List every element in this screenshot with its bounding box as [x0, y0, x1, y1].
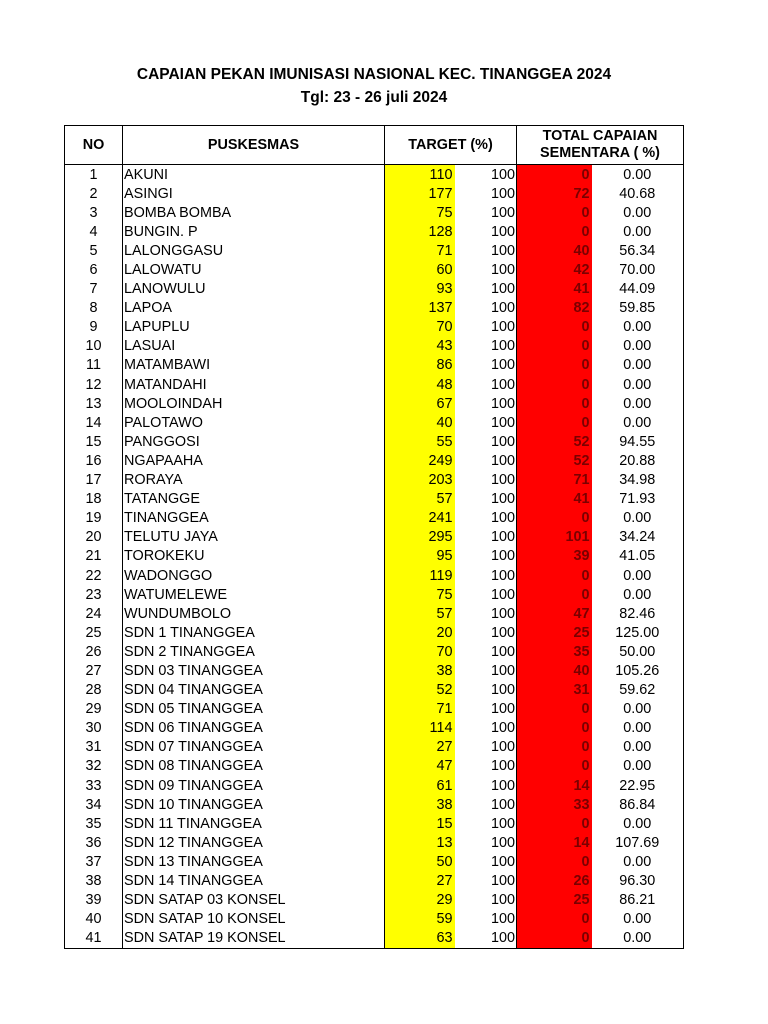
row-number: 32 — [65, 757, 123, 776]
document-title: CAPAIAN PEKAN IMUNISASI NASIONAL KEC. TINANGGEA 2024 — [136, 66, 612, 83]
document-date: Tgl: 23 - 26 juli 2024 — [300, 89, 448, 106]
row-number: 33 — [65, 776, 123, 795]
target-percent: 100 — [455, 566, 517, 585]
target-value: 71 — [385, 700, 455, 719]
capaian-value: 82 — [517, 299, 592, 318]
capaian-percent: 107.69 — [592, 833, 684, 852]
table-row — [65, 432, 684, 451]
table-body — [65, 165, 684, 949]
table-row — [65, 299, 684, 318]
row-number: 15 — [65, 432, 123, 451]
capaian-value: 14 — [517, 776, 592, 795]
row-number: 2 — [65, 184, 123, 203]
capaian-value: 52 — [517, 432, 592, 451]
puskesmas-name: MATAMBAWI — [123, 356, 385, 375]
target-value: 29 — [385, 891, 455, 910]
table-row — [65, 184, 684, 203]
row-number: 4 — [65, 222, 123, 241]
capaian-percent: 0.00 — [592, 910, 684, 929]
row-number: 38 — [65, 871, 123, 890]
capaian-percent: 59.62 — [592, 681, 684, 700]
puskesmas-name: WADONGGO — [123, 566, 385, 585]
table-row — [65, 833, 684, 852]
capaian-percent: 0.00 — [592, 814, 684, 833]
target-percent: 100 — [455, 241, 517, 260]
puskesmas-name: ASINGI — [123, 184, 385, 203]
target-percent: 100 — [455, 642, 517, 661]
puskesmas-name: SDN 09 TINANGGEA — [123, 776, 385, 795]
row-number: 11 — [65, 356, 123, 375]
target-percent: 100 — [455, 528, 517, 547]
row-number: 1 — [65, 165, 123, 185]
header-capaian — [517, 126, 684, 165]
capaian-value: 72 — [517, 184, 592, 203]
target-value: 27 — [385, 738, 455, 757]
capaian-percent: 86.84 — [592, 795, 684, 814]
row-number: 25 — [65, 623, 123, 642]
target-percent: 100 — [455, 490, 517, 509]
table-row — [65, 852, 684, 871]
puskesmas-name: SDN SATAP 10 KONSEL — [123, 910, 385, 929]
table-row — [65, 451, 684, 470]
table-row — [65, 795, 684, 814]
table-row — [65, 337, 684, 356]
puskesmas-name: LALOWATU — [123, 260, 385, 279]
capaian-percent: 0.00 — [592, 566, 684, 585]
row-number: 41 — [65, 929, 123, 949]
capaian-percent: 0.00 — [592, 738, 684, 757]
capaian-percent: 0.00 — [592, 375, 684, 394]
target-value: 38 — [385, 661, 455, 680]
row-number: 37 — [65, 852, 123, 871]
puskesmas-name: SDN 08 TINANGGEA — [123, 757, 385, 776]
target-value: 57 — [385, 604, 455, 623]
puskesmas-name: SDN SATAP 19 KONSEL — [123, 929, 385, 949]
capaian-percent: 34.24 — [592, 528, 684, 547]
target-value: 50 — [385, 852, 455, 871]
capaian-value: 0 — [517, 700, 592, 719]
capaian-value: 0 — [517, 929, 592, 949]
capaian-value: 39 — [517, 547, 592, 566]
capaian-percent: 50.00 — [592, 642, 684, 661]
target-value: 241 — [385, 509, 455, 528]
capaian-value: 41 — [517, 490, 592, 509]
capaian-value: 0 — [517, 757, 592, 776]
target-percent: 100 — [455, 604, 517, 623]
puskesmas-name: BUNGIN. P — [123, 222, 385, 241]
table-row — [65, 528, 684, 547]
target-percent: 100 — [455, 681, 517, 700]
target-percent: 100 — [455, 394, 517, 413]
row-number: 23 — [65, 585, 123, 604]
table-row — [65, 604, 684, 623]
target-percent: 100 — [455, 356, 517, 375]
target-value: 59 — [385, 910, 455, 929]
capaian-value: 0 — [517, 165, 592, 185]
row-number: 30 — [65, 719, 123, 738]
puskesmas-name: SDN 06 TINANGGEA — [123, 719, 385, 738]
target-value: 13 — [385, 833, 455, 852]
puskesmas-name: TOROKEKU — [123, 547, 385, 566]
table-row — [65, 776, 684, 795]
puskesmas-name: SDN 05 TINANGGEA — [123, 700, 385, 719]
capaian-value: 0 — [517, 356, 592, 375]
capaian-value: 101 — [517, 528, 592, 547]
row-number: 22 — [65, 566, 123, 585]
table-row — [65, 700, 684, 719]
table-row — [65, 891, 684, 910]
puskesmas-name: SDN 1 TINANGGEA — [123, 623, 385, 642]
target-percent: 100 — [455, 337, 517, 356]
row-number: 36 — [65, 833, 123, 852]
table-row — [65, 719, 684, 738]
target-percent: 100 — [455, 203, 517, 222]
row-number: 27 — [65, 661, 123, 680]
capaian-percent: 71.93 — [592, 490, 684, 509]
row-number: 9 — [65, 318, 123, 337]
target-percent: 100 — [455, 222, 517, 241]
table-row — [65, 929, 684, 949]
table-row — [65, 509, 684, 528]
table-row — [65, 814, 684, 833]
capaian-percent: 0.00 — [592, 394, 684, 413]
capaian-value: 33 — [517, 795, 592, 814]
table-row — [65, 871, 684, 890]
target-value: 70 — [385, 642, 455, 661]
capaian-value: 0 — [517, 318, 592, 337]
table-row — [65, 260, 684, 279]
puskesmas-name: TATANGGE — [123, 490, 385, 509]
row-number: 35 — [65, 814, 123, 833]
puskesmas-name: LAPOA — [123, 299, 385, 318]
table-row — [65, 661, 684, 680]
target-value: 295 — [385, 528, 455, 547]
table-row — [65, 222, 684, 241]
capaian-percent: 20.88 — [592, 451, 684, 470]
capaian-percent: 44.09 — [592, 280, 684, 299]
target-percent: 100 — [455, 299, 517, 318]
target-percent: 100 — [455, 509, 517, 528]
capaian-percent: 0.00 — [592, 585, 684, 604]
row-number: 19 — [65, 509, 123, 528]
target-percent: 100 — [455, 451, 517, 470]
target-value: 52 — [385, 681, 455, 700]
target-value: 177 — [385, 184, 455, 203]
table-row — [65, 471, 684, 490]
puskesmas-name: BOMBA BOMBA — [123, 203, 385, 222]
row-number: 31 — [65, 738, 123, 757]
table-row — [65, 490, 684, 509]
capaian-percent: 56.34 — [592, 241, 684, 260]
target-value: 60 — [385, 260, 455, 279]
capaian-value: 71 — [517, 471, 592, 490]
capaian-percent: 86.21 — [592, 891, 684, 910]
row-number: 26 — [65, 642, 123, 661]
target-percent: 100 — [455, 471, 517, 490]
capaian-percent: 0.00 — [592, 222, 684, 241]
target-percent: 100 — [455, 871, 517, 890]
puskesmas-name: SDN 2 TINANGGEA — [123, 642, 385, 661]
table-row — [65, 356, 684, 375]
capaian-value: 0 — [517, 337, 592, 356]
puskesmas-name: NGAPAAHA — [123, 451, 385, 470]
capaian-percent: 34.98 — [592, 471, 684, 490]
capaian-value: 25 — [517, 623, 592, 642]
row-number: 5 — [65, 241, 123, 260]
target-value: 75 — [385, 585, 455, 604]
row-number: 16 — [65, 451, 123, 470]
puskesmas-name: SDN 11 TINANGGEA — [123, 814, 385, 833]
target-value: 43 — [385, 337, 455, 356]
target-value: 20 — [385, 623, 455, 642]
target-percent: 100 — [455, 910, 517, 929]
target-value: 57 — [385, 490, 455, 509]
capaian-value: 26 — [517, 871, 592, 890]
puskesmas-name: SDN 14 TINANGGEA — [123, 871, 385, 890]
row-number: 24 — [65, 604, 123, 623]
capaian-value: 41 — [517, 280, 592, 299]
capaian-percent: 125.00 — [592, 623, 684, 642]
target-value: 15 — [385, 814, 455, 833]
capaian-value: 42 — [517, 260, 592, 279]
table-row — [65, 547, 684, 566]
row-number: 8 — [65, 299, 123, 318]
puskesmas-name: LANOWULU — [123, 280, 385, 299]
row-number: 40 — [65, 910, 123, 929]
target-percent: 100 — [455, 413, 517, 432]
target-value: 38 — [385, 795, 455, 814]
puskesmas-name: LALONGGASU — [123, 241, 385, 260]
table-row — [65, 623, 684, 642]
puskesmas-name: RORAYA — [123, 471, 385, 490]
target-value: 128 — [385, 222, 455, 241]
capaian-value: 35 — [517, 642, 592, 661]
capaian-percent: 70.00 — [592, 260, 684, 279]
capaian-value: 40 — [517, 241, 592, 260]
target-percent: 100 — [455, 700, 517, 719]
target-value: 249 — [385, 451, 455, 470]
target-percent: 100 — [455, 585, 517, 604]
target-percent: 100 — [455, 833, 517, 852]
target-percent: 100 — [455, 757, 517, 776]
capaian-value: 31 — [517, 681, 592, 700]
capaian-value: 47 — [517, 604, 592, 623]
target-percent: 100 — [455, 795, 517, 814]
target-value: 40 — [385, 413, 455, 432]
capaian-value: 0 — [517, 222, 592, 241]
header-target: TARGET (%) — [385, 126, 517, 165]
target-value: 75 — [385, 203, 455, 222]
row-number: 28 — [65, 681, 123, 700]
table-row — [65, 394, 684, 413]
puskesmas-name: SDN 04 TINANGGEA — [123, 681, 385, 700]
capaian-value: 0 — [517, 585, 592, 604]
puskesmas-name: SDN 03 TINANGGEA — [123, 661, 385, 680]
target-percent: 100 — [455, 432, 517, 451]
target-value: 93 — [385, 280, 455, 299]
table-row — [65, 165, 684, 185]
target-percent: 100 — [455, 738, 517, 757]
table-row — [65, 375, 684, 394]
capaian-percent: 0.00 — [592, 700, 684, 719]
target-percent: 100 — [455, 661, 517, 680]
capaian-percent: 0.00 — [592, 413, 684, 432]
row-number: 20 — [65, 528, 123, 547]
row-number: 12 — [65, 375, 123, 394]
puskesmas-name: SDN 13 TINANGGEA — [123, 852, 385, 871]
capaian-percent: 94.55 — [592, 432, 684, 451]
capaian-percent: 0.00 — [592, 203, 684, 222]
target-percent: 100 — [455, 719, 517, 738]
table-header-row — [65, 126, 684, 165]
target-percent: 100 — [455, 623, 517, 642]
row-number: 29 — [65, 700, 123, 719]
target-percent: 100 — [455, 891, 517, 910]
header-puskesmas: PUSKESMAS — [123, 126, 385, 165]
table-row — [65, 681, 684, 700]
target-value: 95 — [385, 547, 455, 566]
target-percent: 100 — [455, 280, 517, 299]
capaian-value: 0 — [517, 814, 592, 833]
capaian-percent: 22.95 — [592, 776, 684, 795]
capaian-percent: 0.00 — [592, 929, 684, 949]
puskesmas-name: SDN 10 TINANGGEA — [123, 795, 385, 814]
target-percent: 100 — [455, 547, 517, 566]
table-row — [65, 241, 684, 260]
capaian-value: 0 — [517, 852, 592, 871]
capaian-percent: 0.00 — [592, 757, 684, 776]
table-row — [65, 566, 684, 585]
capaian-percent: 0.00 — [592, 719, 684, 738]
capaian-value: 0 — [517, 375, 592, 394]
puskesmas-name: MATANDAHI — [123, 375, 385, 394]
row-number: 21 — [65, 547, 123, 566]
capaian-percent: 0.00 — [592, 318, 684, 337]
row-number: 3 — [65, 203, 123, 222]
target-value: 86 — [385, 356, 455, 375]
row-number: 14 — [65, 413, 123, 432]
target-percent: 100 — [455, 929, 517, 949]
row-number: 39 — [65, 891, 123, 910]
capaian-value: 40 — [517, 661, 592, 680]
capaian-value: 0 — [517, 509, 592, 528]
puskesmas-name: AKUNI — [123, 165, 385, 185]
immunization-table — [64, 125, 684, 949]
capaian-value: 0 — [517, 738, 592, 757]
capaian-value: 14 — [517, 833, 592, 852]
capaian-percent: 0.00 — [592, 356, 684, 375]
puskesmas-name: LASUAI — [123, 337, 385, 356]
row-number: 10 — [65, 337, 123, 356]
target-value: 63 — [385, 929, 455, 949]
puskesmas-name: SDN 07 TINANGGEA — [123, 738, 385, 757]
table-row — [65, 413, 684, 432]
target-value: 70 — [385, 318, 455, 337]
target-value: 110 — [385, 165, 455, 185]
puskesmas-name: SDN SATAP 03 KONSEL — [123, 891, 385, 910]
puskesmas-name: TINANGGEA — [123, 509, 385, 528]
row-number: 6 — [65, 260, 123, 279]
capaian-percent: 82.46 — [592, 604, 684, 623]
target-percent: 100 — [455, 776, 517, 795]
capaian-value: 0 — [517, 719, 592, 738]
capaian-value: 52 — [517, 451, 592, 470]
target-value: 119 — [385, 566, 455, 585]
puskesmas-name: SDN 12 TINANGGEA — [123, 833, 385, 852]
header-capaian-line1: TOTAL CAPAIAN — [542, 128, 658, 144]
row-number: 7 — [65, 280, 123, 299]
target-percent: 100 — [455, 318, 517, 337]
capaian-percent: 0.00 — [592, 852, 684, 871]
target-percent: 100 — [455, 165, 517, 185]
puskesmas-name: MOOLOINDAH — [123, 394, 385, 413]
target-value: 67 — [385, 394, 455, 413]
capaian-percent: 41.05 — [592, 547, 684, 566]
puskesmas-name: WATUMELEWE — [123, 585, 385, 604]
target-value: 47 — [385, 757, 455, 776]
target-percent: 100 — [455, 852, 517, 871]
target-value: 61 — [385, 776, 455, 795]
table-row — [65, 642, 684, 661]
capaian-value: 0 — [517, 203, 592, 222]
capaian-value: 0 — [517, 413, 592, 432]
capaian-percent: 105.26 — [592, 661, 684, 680]
target-value: 114 — [385, 719, 455, 738]
row-number: 34 — [65, 795, 123, 814]
capaian-value: 0 — [517, 566, 592, 585]
capaian-value: 0 — [517, 910, 592, 929]
target-percent: 100 — [455, 375, 517, 394]
target-value: 203 — [385, 471, 455, 490]
table-row — [65, 203, 684, 222]
row-number: 17 — [65, 471, 123, 490]
puskesmas-name: WUNDUMBOLO — [123, 604, 385, 623]
capaian-percent: 59.85 — [592, 299, 684, 318]
table-row — [65, 280, 684, 299]
puskesmas-name: PALOTAWO — [123, 413, 385, 432]
capaian-percent: 40.68 — [592, 184, 684, 203]
header-capaian-line2: SEMENTARA ( %) — [540, 145, 660, 161]
target-percent: 100 — [455, 814, 517, 833]
table-row — [65, 910, 684, 929]
table-row — [65, 318, 684, 337]
puskesmas-name: LAPUPLU — [123, 318, 385, 337]
capaian-value: 0 — [517, 394, 592, 413]
target-value: 27 — [385, 871, 455, 890]
table-row — [65, 738, 684, 757]
puskesmas-name: PANGGOSI — [123, 432, 385, 451]
puskesmas-name: TELUTU JAYA — [123, 528, 385, 547]
table-row — [65, 585, 684, 604]
capaian-value: 25 — [517, 891, 592, 910]
target-percent: 100 — [455, 260, 517, 279]
header-no: NO — [65, 126, 123, 165]
target-value: 137 — [385, 299, 455, 318]
table-row — [65, 757, 684, 776]
capaian-percent: 0.00 — [592, 165, 684, 185]
target-value: 71 — [385, 241, 455, 260]
row-number: 13 — [65, 394, 123, 413]
target-value: 55 — [385, 432, 455, 451]
capaian-percent: 96.30 — [592, 871, 684, 890]
capaian-percent: 0.00 — [592, 337, 684, 356]
target-value: 48 — [385, 375, 455, 394]
target-percent: 100 — [455, 184, 517, 203]
capaian-percent: 0.00 — [592, 509, 684, 528]
row-number: 18 — [65, 490, 123, 509]
